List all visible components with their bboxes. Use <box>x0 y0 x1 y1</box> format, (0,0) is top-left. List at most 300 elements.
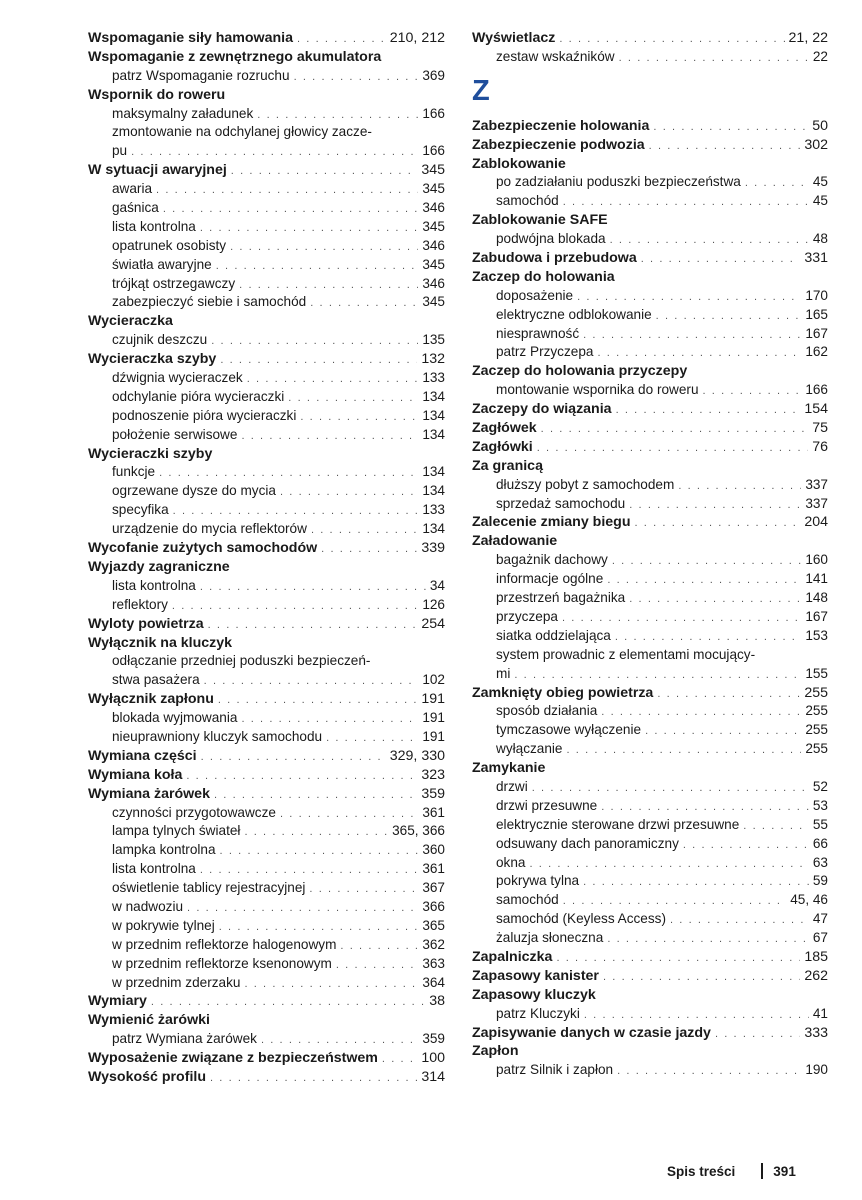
entry-term: Wymiana żarówek <box>88 785 210 802</box>
index-subentry <box>88 388 445 407</box>
entry-term: sposób działania <box>496 703 598 719</box>
entry-page-ref: 48 <box>812 231 828 247</box>
dot-leader <box>577 288 801 307</box>
entry-page-ref: 255 <box>805 722 828 738</box>
dot-leader <box>703 382 802 401</box>
entry-page-ref: 135 <box>422 332 445 348</box>
entry-page-ref: 160 <box>805 552 828 568</box>
dot-leader <box>340 937 418 956</box>
entry-page-ref: 165 <box>805 306 828 322</box>
dot-leader <box>326 729 418 748</box>
entry-page-ref: 141 <box>805 571 828 587</box>
index-subentry <box>472 816 828 835</box>
index-entry <box>88 539 445 558</box>
entry-term: Zamknięty obieg powietrza <box>472 684 654 701</box>
index-column-left <box>88 29 445 1087</box>
dot-leader <box>382 1050 417 1069</box>
index-subentry <box>88 822 445 841</box>
entry-term: patrz Wymiana żarówek <box>112 1031 257 1047</box>
entry-term: samochód <box>496 892 559 908</box>
entry-page-ref: 329, 330 <box>389 747 445 764</box>
index-subentry <box>88 596 445 615</box>
dot-leader <box>562 609 801 628</box>
entry-page-ref: 154 <box>804 401 828 418</box>
index-entry <box>88 1068 445 1087</box>
entry-page-ref: 66 <box>812 835 828 851</box>
entry-page-ref: 210, 212 <box>389 30 445 46</box>
dot-leader <box>187 899 418 918</box>
dot-leader <box>216 257 419 276</box>
index-entry <box>88 312 445 331</box>
dot-leader <box>601 798 809 817</box>
index-subentry <box>88 482 445 501</box>
entry-term: W sytuacji awaryjnej <box>88 162 227 179</box>
entry-term: stwa pasażera <box>112 672 200 688</box>
entry-page-ref: 167 <box>805 325 828 341</box>
index-entry <box>472 457 828 476</box>
entry-term: Wyloty powietrza <box>88 615 204 632</box>
dot-leader <box>257 106 418 125</box>
entry-term: doposażenie <box>496 287 574 303</box>
index-subentry <box>472 287 828 306</box>
index-subentry <box>472 551 828 570</box>
entry-term: Wymiana części <box>88 747 197 764</box>
entry-page-ref: 254 <box>421 615 445 632</box>
entry-term: lista kontrolna <box>112 218 196 234</box>
index-subentry <box>88 804 445 823</box>
entry-page-ref: 59 <box>812 873 828 889</box>
entry-term: Wyświetlacz <box>472 30 556 46</box>
entry-page-ref: 255 <box>804 684 828 701</box>
dot-leader <box>186 767 417 786</box>
entry-term: blokada wyjmowania <box>112 710 238 726</box>
entry-page-ref: 361 <box>422 804 445 820</box>
index-subentry <box>472 835 828 854</box>
dot-leader <box>532 779 809 798</box>
entry-page-ref: 366 <box>422 898 445 914</box>
dot-leader <box>619 49 809 68</box>
entry-page-ref: 132 <box>421 351 445 368</box>
index-entry <box>88 558 445 577</box>
entry-page-ref: 190 <box>805 1062 828 1078</box>
dot-leader <box>641 250 801 269</box>
dot-leader <box>244 975 418 994</box>
dot-leader <box>656 307 802 326</box>
dot-leader <box>211 332 418 351</box>
dot-leader <box>649 137 801 156</box>
dot-leader <box>163 200 418 219</box>
entry-page-ref: 75 <box>812 420 828 437</box>
entry-term: drzwi przesuwne <box>496 797 598 813</box>
index-entry <box>472 438 828 457</box>
index-entry <box>472 1042 828 1061</box>
index-subentry <box>88 142 445 161</box>
entry-page-ref: 255 <box>805 703 828 719</box>
index-entry <box>472 249 828 268</box>
dot-leader <box>336 956 418 975</box>
dot-leader <box>678 477 801 496</box>
entry-term: elektrycznie sterowane drzwi przesuwne <box>496 816 740 832</box>
entry-term: zabezpieczyć siebie i samochód <box>112 294 307 310</box>
index-entry <box>88 747 445 766</box>
entry-term: reflektory <box>112 596 168 612</box>
entry-page-ref: 153 <box>805 627 828 643</box>
entry-term: oświetlenie tablicy rejestracyjnej <box>112 880 306 896</box>
index-subentry <box>88 237 445 256</box>
dot-leader <box>241 427 418 446</box>
entry-term: Zagłówki <box>472 438 533 455</box>
dot-leader <box>584 1006 809 1025</box>
entry-term: po zadziałaniu poduszki bezpieczeństwa <box>496 174 741 190</box>
entry-term: Wyjazdy zagraniczne <box>88 558 230 575</box>
entry-term: Zapasowy kluczyk <box>472 986 596 1003</box>
index-entry <box>472 532 828 551</box>
entry-page-ref: 345 <box>422 218 445 234</box>
entry-term: w przednim reflektorze halogenowym <box>112 936 337 952</box>
entry-page-ref: 67 <box>812 930 828 946</box>
entry-term: samochód <box>496 193 559 209</box>
dot-leader <box>201 748 386 767</box>
index-group-z <box>472 117 828 1080</box>
index-subentry <box>88 974 445 993</box>
entry-page-ref: 45, 46 <box>790 892 828 908</box>
dot-leader <box>214 786 417 805</box>
index-subentry <box>472 48 828 67</box>
dot-leader <box>321 540 417 559</box>
index-column-right <box>472 29 828 1080</box>
entry-term: zmontowanie na odchylanej głowicy zacze- <box>112 124 372 140</box>
entry-term: patrz Silnik i zapłon <box>496 1062 614 1078</box>
dot-leader <box>615 628 801 647</box>
entry-page-ref: 166 <box>805 382 828 398</box>
index-entry <box>472 268 828 287</box>
dot-leader <box>309 880 418 899</box>
entry-term: w przednim reflektorze ksenonowym <box>112 955 332 971</box>
index-entry <box>88 86 445 105</box>
dot-leader <box>607 930 809 949</box>
index-entry <box>88 48 445 67</box>
entry-page-ref: 53 <box>812 797 828 813</box>
dot-leader <box>172 597 418 616</box>
entry-page-ref: 345 <box>422 181 445 197</box>
entry-term: Wyposażenie związane z bezpieczeństwem <box>88 1050 378 1067</box>
footer-section-title: Spis treści <box>667 1164 736 1179</box>
index-subentry <box>472 343 828 362</box>
entry-term: Zamykanie <box>472 760 546 777</box>
index-subentry <box>88 218 445 237</box>
index-subentry <box>472 646 828 665</box>
entry-page-ref: 360 <box>422 842 445 858</box>
index-subentry <box>88 728 445 747</box>
entry-page-ref: 148 <box>805 590 828 606</box>
index-subentry <box>472 910 828 929</box>
dot-leader <box>529 855 808 874</box>
entry-page-ref: 134 <box>422 407 445 423</box>
entry-page-ref: 166 <box>422 105 445 121</box>
index-entry <box>472 400 828 419</box>
entry-term: położenie serwisowe <box>112 426 238 442</box>
entry-page-ref: 162 <box>805 344 828 360</box>
index-subentry <box>88 331 445 350</box>
entry-page-ref: 170 <box>805 287 828 303</box>
index-entry <box>472 986 828 1005</box>
entry-page-ref: 302 <box>804 136 828 153</box>
entry-page-ref: 191 <box>422 728 445 744</box>
entry-term: Wyłącznik na kluczyk <box>88 634 233 651</box>
dot-leader <box>601 703 801 722</box>
entry-page-ref: 38 <box>429 993 445 1010</box>
index-subentry <box>88 105 445 124</box>
entry-term: Zabudowa i przebudowa <box>472 250 637 267</box>
index-subentry <box>88 426 445 445</box>
index-subentry <box>472 891 828 910</box>
entry-page-ref: 47 <box>812 911 828 927</box>
dot-leader <box>583 873 809 892</box>
dot-leader <box>244 823 388 842</box>
entry-term: przyczepa <box>496 608 558 624</box>
index-subentry <box>472 797 828 816</box>
entry-term: urządzenie do mycia reflektorów <box>112 521 307 537</box>
entry-page-ref: 346 <box>422 275 445 291</box>
entry-term: Zagłówek <box>472 420 537 437</box>
index-subentry <box>472 608 828 627</box>
entry-term: w przednim zderzaku <box>112 974 241 990</box>
dot-leader <box>745 174 809 193</box>
index-subentry <box>88 275 445 294</box>
entry-term: Wymiary <box>88 993 147 1010</box>
index-subentry <box>88 860 445 879</box>
entry-page-ref: 361 <box>422 861 445 877</box>
entry-page-ref: 134 <box>422 521 445 537</box>
dot-leader <box>607 571 801 590</box>
dot-leader <box>617 1062 801 1081</box>
entry-page-ref: 346 <box>422 237 445 253</box>
index-subentry <box>472 570 828 589</box>
dot-leader <box>219 918 419 937</box>
entry-term: czujnik deszczu <box>112 332 208 348</box>
dot-leader <box>204 672 419 691</box>
dot-leader <box>218 691 417 710</box>
index-subentry <box>88 917 445 936</box>
index-subentry <box>472 476 828 495</box>
entry-term: trójkąt ostrzegawczy <box>112 275 236 291</box>
entry-page-ref: 346 <box>422 200 445 216</box>
entry-page-ref: 50 <box>812 117 828 134</box>
entry-term: specyfika <box>112 502 169 518</box>
entry-page-ref: 167 <box>805 608 828 624</box>
index-subentry <box>472 589 828 608</box>
entry-term: awaria <box>112 181 153 197</box>
dot-leader <box>159 464 418 483</box>
entry-page-ref: 134 <box>422 426 445 442</box>
index-subentry <box>88 936 445 955</box>
index-subentry <box>472 1061 828 1080</box>
dot-leader <box>231 162 418 181</box>
index-subentry <box>88 879 445 898</box>
entry-term: samochód (Keyless Access) <box>496 911 666 927</box>
entry-term: nieuprawniony kluczyk samochodu <box>112 728 323 744</box>
index-subentry <box>472 872 828 891</box>
section-letter-heading: Z <box>472 74 490 107</box>
entry-page-ref: 166 <box>422 143 445 159</box>
entry-term: Zablokowanie SAFE <box>472 212 608 229</box>
entry-term: patrz Wspomaganie rozruchu <box>112 67 290 83</box>
index-entry <box>472 362 828 381</box>
entry-page-ref: 323 <box>421 766 445 783</box>
entry-page-ref: 365 <box>422 917 445 933</box>
entry-term: zestaw wskaźników <box>496 48 615 64</box>
entry-term: system prowadnic z elementami mocujący- <box>496 646 756 662</box>
index-entry <box>472 155 828 174</box>
entry-page-ref: 339 <box>421 540 445 557</box>
dot-leader <box>657 685 800 704</box>
dot-leader <box>563 193 809 212</box>
entry-term: Wspornik do roweru <box>88 86 226 103</box>
entry-term: drzwi <box>496 778 528 794</box>
dot-leader <box>200 219 418 238</box>
entry-term: bagażnik dachowy <box>496 552 608 568</box>
entry-term: opatrunek osobisty <box>112 237 227 253</box>
entry-page-ref: 345 <box>421 162 445 179</box>
dot-leader <box>629 496 801 515</box>
index-subentry <box>472 325 828 344</box>
dot-leader <box>653 118 808 137</box>
index-entry <box>88 690 445 709</box>
dot-leader <box>311 521 418 540</box>
entry-term: Zapasowy kanister <box>472 967 599 984</box>
entry-term: tymczasowe wyłączenie <box>496 722 642 738</box>
dot-leader <box>567 741 802 760</box>
index-subentry <box>88 709 445 728</box>
index-subentry <box>88 501 445 520</box>
dot-leader <box>634 514 800 533</box>
index-subentry <box>88 898 445 917</box>
index-subentry <box>88 955 445 974</box>
entry-term: podwójna blokada <box>496 231 606 247</box>
entry-page-ref: 63 <box>812 854 828 870</box>
entry-term: Zapłon <box>472 1043 519 1060</box>
dot-leader <box>173 502 419 521</box>
entry-page-ref: 191 <box>422 710 445 726</box>
entry-page-ref: 126 <box>422 596 445 612</box>
entry-page-ref: 133 <box>422 370 445 386</box>
entry-term: dźwignia wycieraczek <box>112 370 243 386</box>
entry-term: patrz Kluczyki <box>496 1005 580 1021</box>
index-entry <box>472 967 828 986</box>
index-subentry <box>88 256 445 275</box>
dot-leader <box>556 949 800 968</box>
entry-term: Zaczep do holowania <box>472 268 615 285</box>
entry-page-ref: 365, 366 <box>392 823 445 839</box>
entry-term: czynności przygotowawcze <box>112 804 276 820</box>
entry-term: gaśnica <box>112 200 159 216</box>
entry-page-ref: 345 <box>422 294 445 310</box>
entry-term: wyłączanie <box>496 741 563 757</box>
index-entry <box>472 513 828 532</box>
entry-page-ref: 369 <box>422 67 445 83</box>
index-subentry <box>88 520 445 539</box>
entry-term: Wspomaganie z zewnętrznego akumulatora <box>88 48 382 65</box>
dot-leader <box>280 805 418 824</box>
dot-leader <box>597 344 801 363</box>
dot-leader <box>210 1069 417 1088</box>
entry-page-ref: 134 <box>422 388 445 404</box>
entry-term: sprzedaż samochodu <box>496 495 626 511</box>
entry-term: funkcje <box>112 464 156 480</box>
entry-term: Wycieraczka <box>88 313 173 330</box>
entry-term: żaluzja słoneczna <box>496 930 604 946</box>
entry-term: przestrzeń bagażnika <box>496 590 626 606</box>
entry-page-ref: 367 <box>422 880 445 896</box>
index-subentry <box>472 929 828 948</box>
entry-page-ref: 45 <box>812 174 828 190</box>
dot-leader <box>247 370 419 389</box>
entry-term: Zaczepy do wiązania <box>472 401 612 418</box>
entry-term: światła awaryjne <box>112 256 212 272</box>
index-subentry <box>88 199 445 218</box>
index-subentry <box>472 778 828 797</box>
dot-leader <box>670 911 809 930</box>
index-entry <box>88 350 445 369</box>
index-entry <box>472 211 828 230</box>
dot-leader <box>537 439 809 458</box>
entry-term: lampa tylnych świateł <box>112 823 241 839</box>
index-subentry <box>88 293 445 312</box>
index-subentry <box>472 173 828 192</box>
dot-leader <box>131 143 418 162</box>
entry-page-ref: 363 <box>422 955 445 971</box>
index-subentry <box>88 369 445 388</box>
entry-term: Zablokowanie <box>472 155 566 172</box>
entry-page-ref: 185 <box>804 948 828 965</box>
index-subentry <box>472 740 828 759</box>
entry-term: Zapisywanie danych w czasie jazdy <box>472 1024 711 1041</box>
dot-leader <box>541 420 809 439</box>
dot-leader <box>583 326 801 345</box>
entry-page-ref: 34 <box>429 577 445 593</box>
entry-term: Zapalniczka <box>472 948 553 965</box>
entry-term: w nadwoziu <box>112 898 184 914</box>
index-entry <box>88 766 445 785</box>
index-subentry <box>472 627 828 646</box>
index-subentry <box>472 854 828 873</box>
index-subentry <box>472 1005 828 1024</box>
entry-term: odłączanie przedniej poduszki bezpieczeń- <box>112 653 371 669</box>
entry-page-ref: 364 <box>422 974 445 990</box>
index-entry <box>472 419 828 438</box>
entry-page-ref: 204 <box>804 514 828 531</box>
entry-page-ref: 262 <box>804 967 828 984</box>
dot-leader <box>280 483 418 502</box>
dot-leader <box>645 722 801 741</box>
entry-page-ref: 100 <box>421 1050 445 1067</box>
entry-page-ref: 314 <box>421 1068 445 1085</box>
entry-term: Wymienić żarówki <box>88 1012 210 1029</box>
dot-leader <box>294 68 419 87</box>
dot-leader <box>715 1025 800 1044</box>
dot-leader <box>297 30 386 49</box>
entry-page-ref: 41 <box>812 1005 828 1021</box>
entry-term: Zaczep do holowania przyczepy <box>472 363 688 380</box>
index-subentry <box>472 665 828 684</box>
dot-leader <box>563 892 786 911</box>
index-entry <box>88 161 445 180</box>
index-subentry <box>472 702 828 721</box>
entry-page-ref: 345 <box>422 256 445 272</box>
dot-leader <box>603 968 800 987</box>
dot-leader <box>230 238 418 257</box>
index-subentry <box>88 463 445 482</box>
